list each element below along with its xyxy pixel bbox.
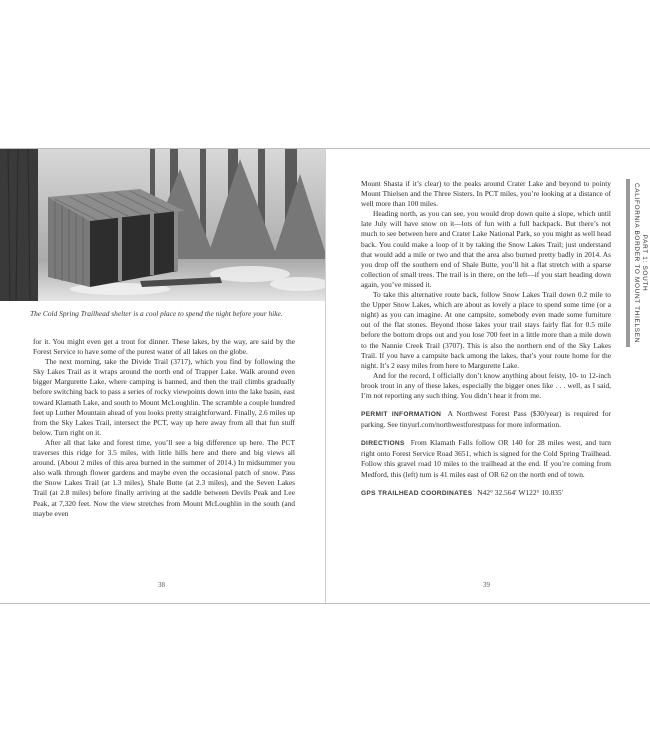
shelter-photo-image [0, 149, 325, 301]
section-side-tab [626, 179, 650, 347]
book-spread [0, 148, 650, 604]
directions-label: DIRECTIONS [361, 440, 405, 448]
side-tab-text [632, 183, 648, 343]
permit-label: PERMIT INFORMATION [361, 411, 442, 419]
left-paragraph-3: After all that lake and forest time, you’ll see a big difference up here. The PCT traverses this ridge for 3.5 miles, with little hills here and there and big views all around. (About 2 miles of this area burned in the summer of 2014.) In midsummer you also walk through flower gardens and maybe even the occasional patch of snow. Pass the Snow Lakes Trail (at 1.3 miles), Shale Butte (at 2.3 miles), and the Seven Lakes Trail (at 2.8 miles) before finally arriving at the saddle between Devils Peak and Lee Peak, at 7,320 feet. Now the view stretches from Mount McLoughlin in the south (and maybe even [33, 437, 295, 518]
permit-text: A Northwest Forest Pass ($30/year) is required for parking. See tinyurl.com/northwestforestpass for more information. [361, 409, 611, 430]
gps-label: GPS TRAILHEAD COORDINATES [361, 489, 473, 497]
directions-text: From Klamath Falls follow OR 140 for 28 miles west, and turn right onto Forest Service Road 3651, which is signed for the Cold Spring Trailhead. Follow this gravel road 10 miles to the trailhead at the end. If you’re coming from Medford, this (left) turn is 41 miles east of OR 62 on the north end of town. [361, 438, 611, 479]
left-paragraph-2: The next morning, take the Divide Trail (3717), which you find by following the Sky Lakes Trail as it wraps around the north end of Trapper Lake. Walk around even bigger Margurette Lake, where camping is banned, and then the trail climbs gradually before switching back to pass a series of rocky viewpoints down into the lake basin, east toward Klamath Lake, and south to Mount McLoughlin. The scramble a couple hundred feet up Luther Mountain ahead of you looks pretty straightforward. Finally, 2.6 miles up from the Sky Lakes Trail, intersect the PCT, way up here away from all that fun stuff below. Turn right on it. [33, 357, 295, 437]
permit-information [361, 409, 611, 430]
left-page [0, 149, 326, 603]
photo-caption: The Cold Spring Trailhead shelter is a cool place to spend the night before your hike. [30, 309, 283, 318]
gps-text: N42° 32.564′ W122° 10.835′ [477, 487, 564, 497]
page-number-right: 39 [483, 581, 490, 589]
page-number-left: 38 [158, 581, 165, 589]
left-paragraph-1: for it. You might even get a trout for dinner. These lakes, by the way, are said by the Forest Service to have some of the purest water of all lakes on the globe. [33, 337, 295, 357]
side-tab-section: CALIFORNIA BORDER TO MOUNT THIELSEN [633, 182, 640, 344]
right-paragraph-1: Mount Shasta if it’s clear) to the peaks around Crater Lake and beyond to pointy Mount Thielsen and the Three Sisters. In PCT miles, you’re looking at a distance of well more than 100 miles. [361, 179, 611, 209]
gps-coordinates [361, 488, 611, 499]
trailhead-shelter-photo [0, 149, 325, 301]
right-paragraph-2: Heading north, as you can see, you would drop down quite a slope, which until late July will have snow on it—lots of fun with a full backpack. But there’s not much to see between here and Crater Lake National Park, so you might as well head back. You could make a loop of it by taking the Snow Lakes Trail; just understand that would add a mile or two and that the area also burned pretty badly in 2014. As you drop off the southern end of Shale Butte, you’ll hit a flat stretch with a sparse collection of small trees. The trail is in there, on the left—if you start heading down again, you’ve missed it. [361, 209, 611, 289]
left-page-body [33, 337, 295, 519]
right-page [326, 149, 650, 603]
right-paragraph-4: And for the record, I officially don’t know anything about feisty, 10- to 12-inch brook trout in any of these lakes, especially the bigger ones like . . . well, as I said, I’m not reporting any such thing. You didn’t hear it from me. [361, 370, 611, 400]
side-tab-part: PART 1: SOUTH [641, 234, 648, 292]
directions-information [361, 438, 611, 479]
right-paragraph-3: To take this alternative route back, follow Snow Lakes Trail down 0.2 mile to the Upper Snow Lakes, which are about as lovely a place to spend some time (or a night) as you can imagine. At one campsite, somebody even made some furniture out of the flat stones. Beyond those lakes your trail stays fairly flat for 0.5 mile before the bottom drops out and you lose 700 feet in a little more than a mile down to the Nannie Creek Trail (3707). This is also the northern end of the Sky Lakes Trail. If you have a campsite back among the lakes, that’s your route home for the night. It’s 2 easy miles from here to Margurette Lake. [361, 290, 611, 370]
side-tab-inner [632, 179, 648, 347]
right-page-body [361, 179, 611, 499]
